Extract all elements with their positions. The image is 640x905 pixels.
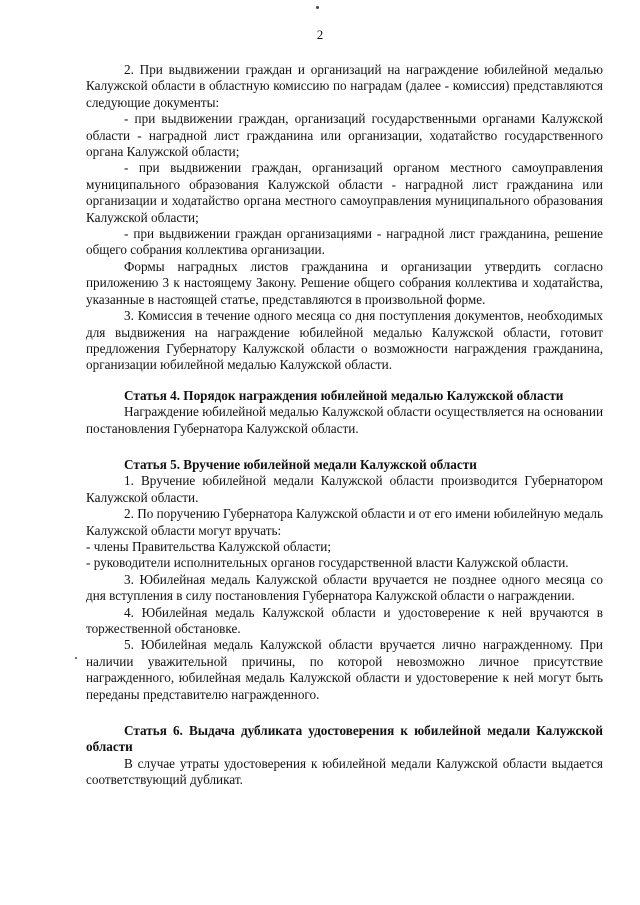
page-number: 2: [316, 27, 324, 42]
list-item: - при выдвижении граждан, организаций органом местного самоуправления муниципального образования Калужской области - наградной лист гражданина или организации и ходатайство органа местного самоуправления муниципального образования Калужской области;: [86, 160, 603, 225]
paragraph: Награждение юбилейной медалью Калужской области осуществляется на основании постановления Губернатора Калужской области.: [86, 404, 603, 436]
article-5-heading: Статья 5. Вручение юбилейной медали Калужской области: [124, 456, 477, 472]
list-item: - при выдвижении граждан организациями - наградной лист гражданина, решение общего собрания коллектива организации.: [86, 226, 603, 258]
paragraph: 4. Юбилейная медаль Калужской области и удостоверение к ней вручаются в торжественной обстановке.: [86, 604, 603, 636]
article-4-heading: Статья 4. Порядок награждения юбилейной медалью Калужской области: [124, 387, 564, 403]
paragraph: 3. Юбилейная медаль Калужской области вручается не позднее одного месяца со дня вступления в силу постановления Губернатора Калужской области о награждении.: [86, 571, 603, 604]
paragraph: В случае утраты удостоверения к юбилейной медали Калужской области выдается соответствующий дубликат.: [86, 755, 603, 788]
paragraph: 1. Вручение юбилейной медали Калужской области производится Губернатором Калужской области.: [86, 473, 603, 505]
paragraph: 2. При выдвижении граждан и организаций на награждение юбилейной медалью Калужской области в областную комиссию по наградам (далее - комиссия) представляются следующие документы:: [86, 62, 603, 110]
scan-mark: [75, 657, 77, 659]
scan-mark: [316, 6, 319, 9]
list-item: - при выдвижении граждан, организаций государственными органами Калужской области - наградной лист гражданина или организации, ходатайство государственного органа Калужской области;: [86, 111, 603, 160]
article-6-heading: Статья 6. Выдача дубликата удостоверения к юбилейной медали Калужской области: [86, 723, 603, 755]
paragraph: 5. Юбилейная медаль Калужской области вручается лично награжденному. При наличии уважительной причины, по которой невозможно личное присутствие награжденного, юбилейная медаль Калужской области и удостоверение к ней могут быть переданы представителю награжденного.: [86, 637, 603, 702]
list-item: - члены Правительства Калужской области;: [86, 538, 332, 554]
document-body: [86, 62, 603, 789]
paragraph: 2. По поручению Губернатора Калужской области и от его имени юбилейную медаль Калужской области могут вручать:: [86, 506, 603, 538]
paragraph: 3. Комиссия в течение одного месяца со дня поступления документов, необходимых для выдвижения на награждение юбилейной медалью Калужской области, готовит предложения Губернатору Калужской области о возможности награждения гражданина, организации юбилейной медалью Калужской области.: [86, 308, 603, 373]
paragraph: Формы наградных листов гражданина и организации утвердить согласно приложению 3 к настоящему Закону. Решение общего собрания коллектива и ходатайства, указанные в настоящей статье, представляются в произвольной форме.: [86, 258, 603, 307]
list-item: - руководители исполнительных органов государственной власти Калужской области.: [86, 555, 569, 571]
